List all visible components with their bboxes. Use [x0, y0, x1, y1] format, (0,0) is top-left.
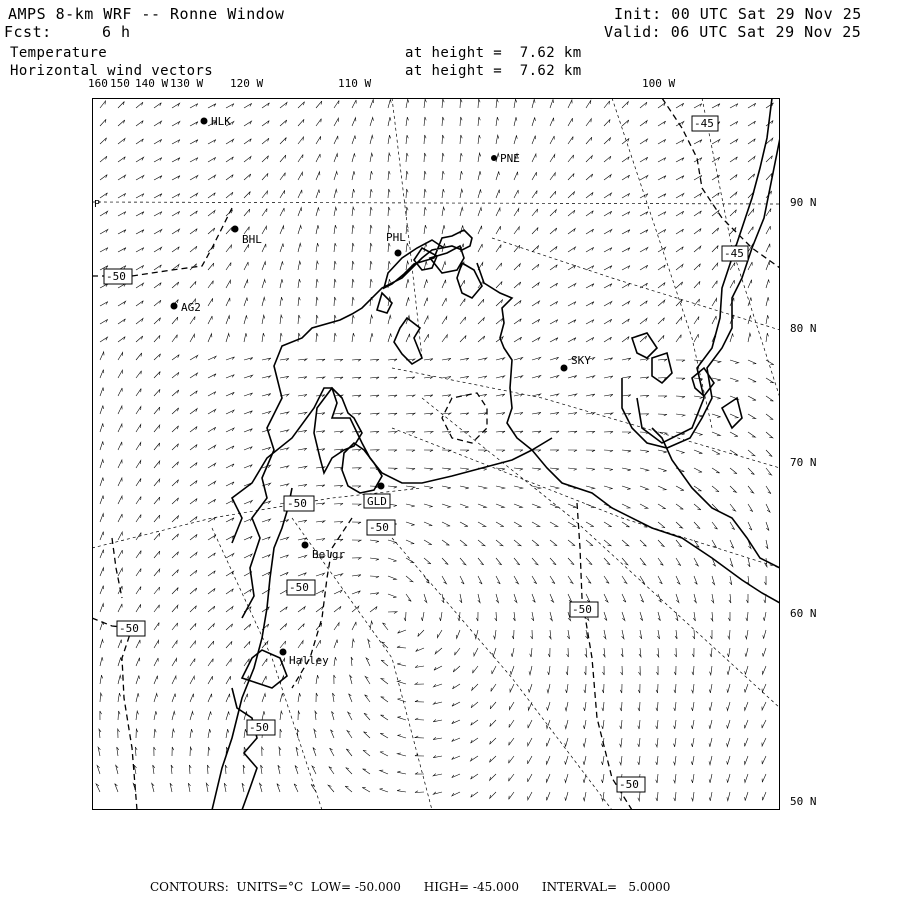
map-title: AMPS 8-km WRF -- Ronne Window [8, 5, 285, 23]
svg-text:-45: -45 [694, 117, 714, 130]
station-marker-hlk [201, 118, 208, 125]
lat-label-60n: 60 N [790, 607, 817, 620]
station-marker-gld [378, 483, 385, 490]
svg-text:-50: -50 [572, 603, 592, 616]
station-label-ag2: AG2 [181, 301, 201, 314]
map-frame [92, 98, 780, 810]
station-label-pne: PNE [500, 152, 520, 165]
forecast-value: 6 h [102, 23, 131, 41]
station-marker-phl [395, 250, 402, 257]
lon-label-140w: 140 W [135, 77, 169, 90]
station-label-bhl: BHL [242, 233, 262, 246]
svg-text:-50: -50 [287, 497, 307, 510]
lon-label-160: 160 [88, 77, 108, 90]
svg-text:-45: -45 [724, 247, 744, 260]
field-height-wind: at height = 7.62 km [405, 63, 582, 79]
contour-label-2 [722, 246, 748, 261]
svg-text:-50: -50 [106, 270, 126, 283]
field-name-wind: Horizontal wind vectors [10, 63, 214, 79]
map-letter-p: P [94, 199, 101, 210]
station-label-hlk: HLK [211, 115, 231, 128]
contour-label-7 [570, 602, 598, 617]
station-label-gld: GLD [367, 495, 387, 508]
lon-label-100w: 100 W [642, 77, 676, 90]
lon-label-130w: 130 W [170, 77, 204, 90]
station-label-sky: SKY [571, 354, 591, 367]
station-label-belgrano: Belgr [312, 548, 346, 561]
svg-text:-50: -50 [119, 622, 139, 635]
contour-label-9 [247, 720, 275, 735]
forecast-label: Fcst: [4, 23, 52, 41]
station-marker-pne [491, 155, 497, 161]
field-name-temperature: Temperature [10, 45, 108, 61]
contour-label-3 [104, 269, 132, 284]
lon-label-150: 150 [110, 77, 130, 90]
station-marker-bhl [232, 226, 239, 233]
svg-text:-50: -50 [289, 581, 309, 594]
station-label-phl: PHL [386, 231, 406, 244]
contour-label-1 [692, 116, 718, 131]
lon-label-120w: 120 W [230, 77, 264, 90]
lat-label-90n: 90 N [790, 196, 817, 209]
contour-footer: CONTOURS: UNITS=°C LOW= -50.000 HIGH= -45.000 INTERVAL= 5.0000 [150, 880, 671, 894]
svg-text:-50: -50 [249, 721, 269, 734]
contour-label-5 [367, 520, 395, 535]
station-marker-belgrano [302, 542, 309, 549]
lat-label-70n: 70 N [790, 456, 817, 469]
field-height-temperature: at height = 7.62 km [405, 45, 582, 61]
contour-label-6 [287, 580, 315, 595]
svg-text:-50: -50 [369, 521, 389, 534]
contour-label-4 [284, 496, 314, 511]
svg-text:-50: -50 [619, 778, 639, 791]
station-marker-sky [561, 365, 568, 372]
lat-label-80n: 80 N [790, 322, 817, 335]
station-marker-halley [280, 649, 287, 656]
station-label-halley: Halley [289, 654, 329, 667]
lat-label-50n: 50 N [790, 795, 817, 808]
contour-label-8 [117, 621, 145, 636]
contour-label-10 [617, 777, 645, 792]
station-marker-ag2 [171, 303, 178, 310]
valid-time: Valid: 06 UTC Sat 29 Nov 25 [604, 23, 862, 41]
init-time: Init: 00 UTC Sat 29 Nov 25 [614, 5, 862, 23]
lon-label-110w: 110 W [338, 77, 372, 90]
